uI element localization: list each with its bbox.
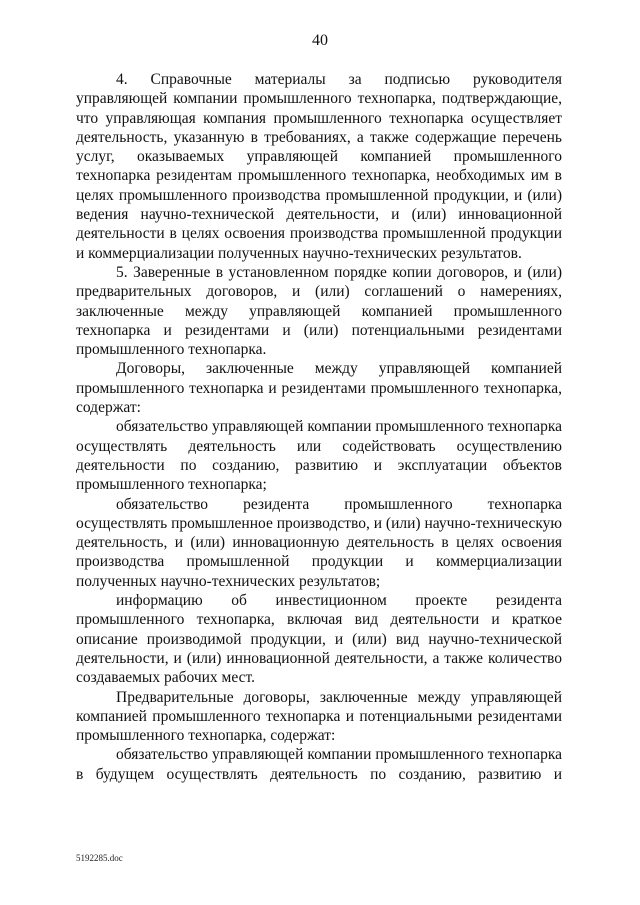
paragraph-investment-project-info: информацию об инвестиционном проекте резидента промышленного технопарка, включая вид деятельности и краткое описание производимой продукции, и (или) вид научно-технической деятельности, и (или) инновационной деятельности, а также количество создаваемых рабочих мест. bbox=[76, 592, 562, 687]
paragraph-obligation-future: обязательство управляющей компании промышленного технопарка в будущем осуществлять деятельность по созданию, развитию и bbox=[76, 746, 562, 783]
paragraph-obligation-management-company: обязательство управляющей компании промышленного технопарка осуществлять деятельность или содействовать осуществлению деятельности по созданию, развитию и эксплуатации объектов промышленного технопарка; bbox=[76, 418, 562, 494]
paragraph-contracts-intro: Договоры, заключенные между управляющей компанией промышленного технопарка и резидентами промышленного технопарка, содержат: bbox=[76, 360, 562, 417]
paragraph-obligation-resident: обязательство резидента промышленного технопарка осуществлять промышленное производство, и (или) научно-техническую деятельность, и (или) инновационную деятельность в целях освоения производства промышленной продукции и коммерциализации полученных научно-технических результатов; bbox=[76, 495, 562, 590]
paragraph-item-4: 4. Справочные материалы за подписью руководителя управляющей компании промышленного технопарка, подтверждающие, что управляющая компания промышленного технопарка осуществляет деятельность, указанную в требованиях, а также содержащие перечень услуг, оказываемых управляющей компанией промышленного технопарка резидентам промышленного технопарка, необходимых им в целях промышленного производства промышленной продукции, и (или) ведения научно-технической деятельности, и (или) инновационной деятельности в целях освоения производства промышленной продукции и коммерциализации полученных научно-технических результатов. bbox=[76, 71, 562, 262]
document-filename-footer: 5192285.doc bbox=[76, 853, 123, 863]
paragraph-preliminary-contracts-intro: Предварительные договоры, заключенные между управляющей компанией промышленного технопарка и потенциальными резидентами промышленного технопарка, содержат: bbox=[76, 688, 562, 745]
paragraph-item-5: 5. Заверенные в установленном порядке копии договоров, и (или) предварительных договоров, и (или) соглашений о намерениях, заключенные между управляющей компанией промышленного технопарка и резидентами и (или) потенциальными резидентами промышленного технопарка. bbox=[76, 263, 562, 359]
document-body bbox=[76, 70, 562, 784]
page-number: 40 bbox=[312, 32, 328, 49]
